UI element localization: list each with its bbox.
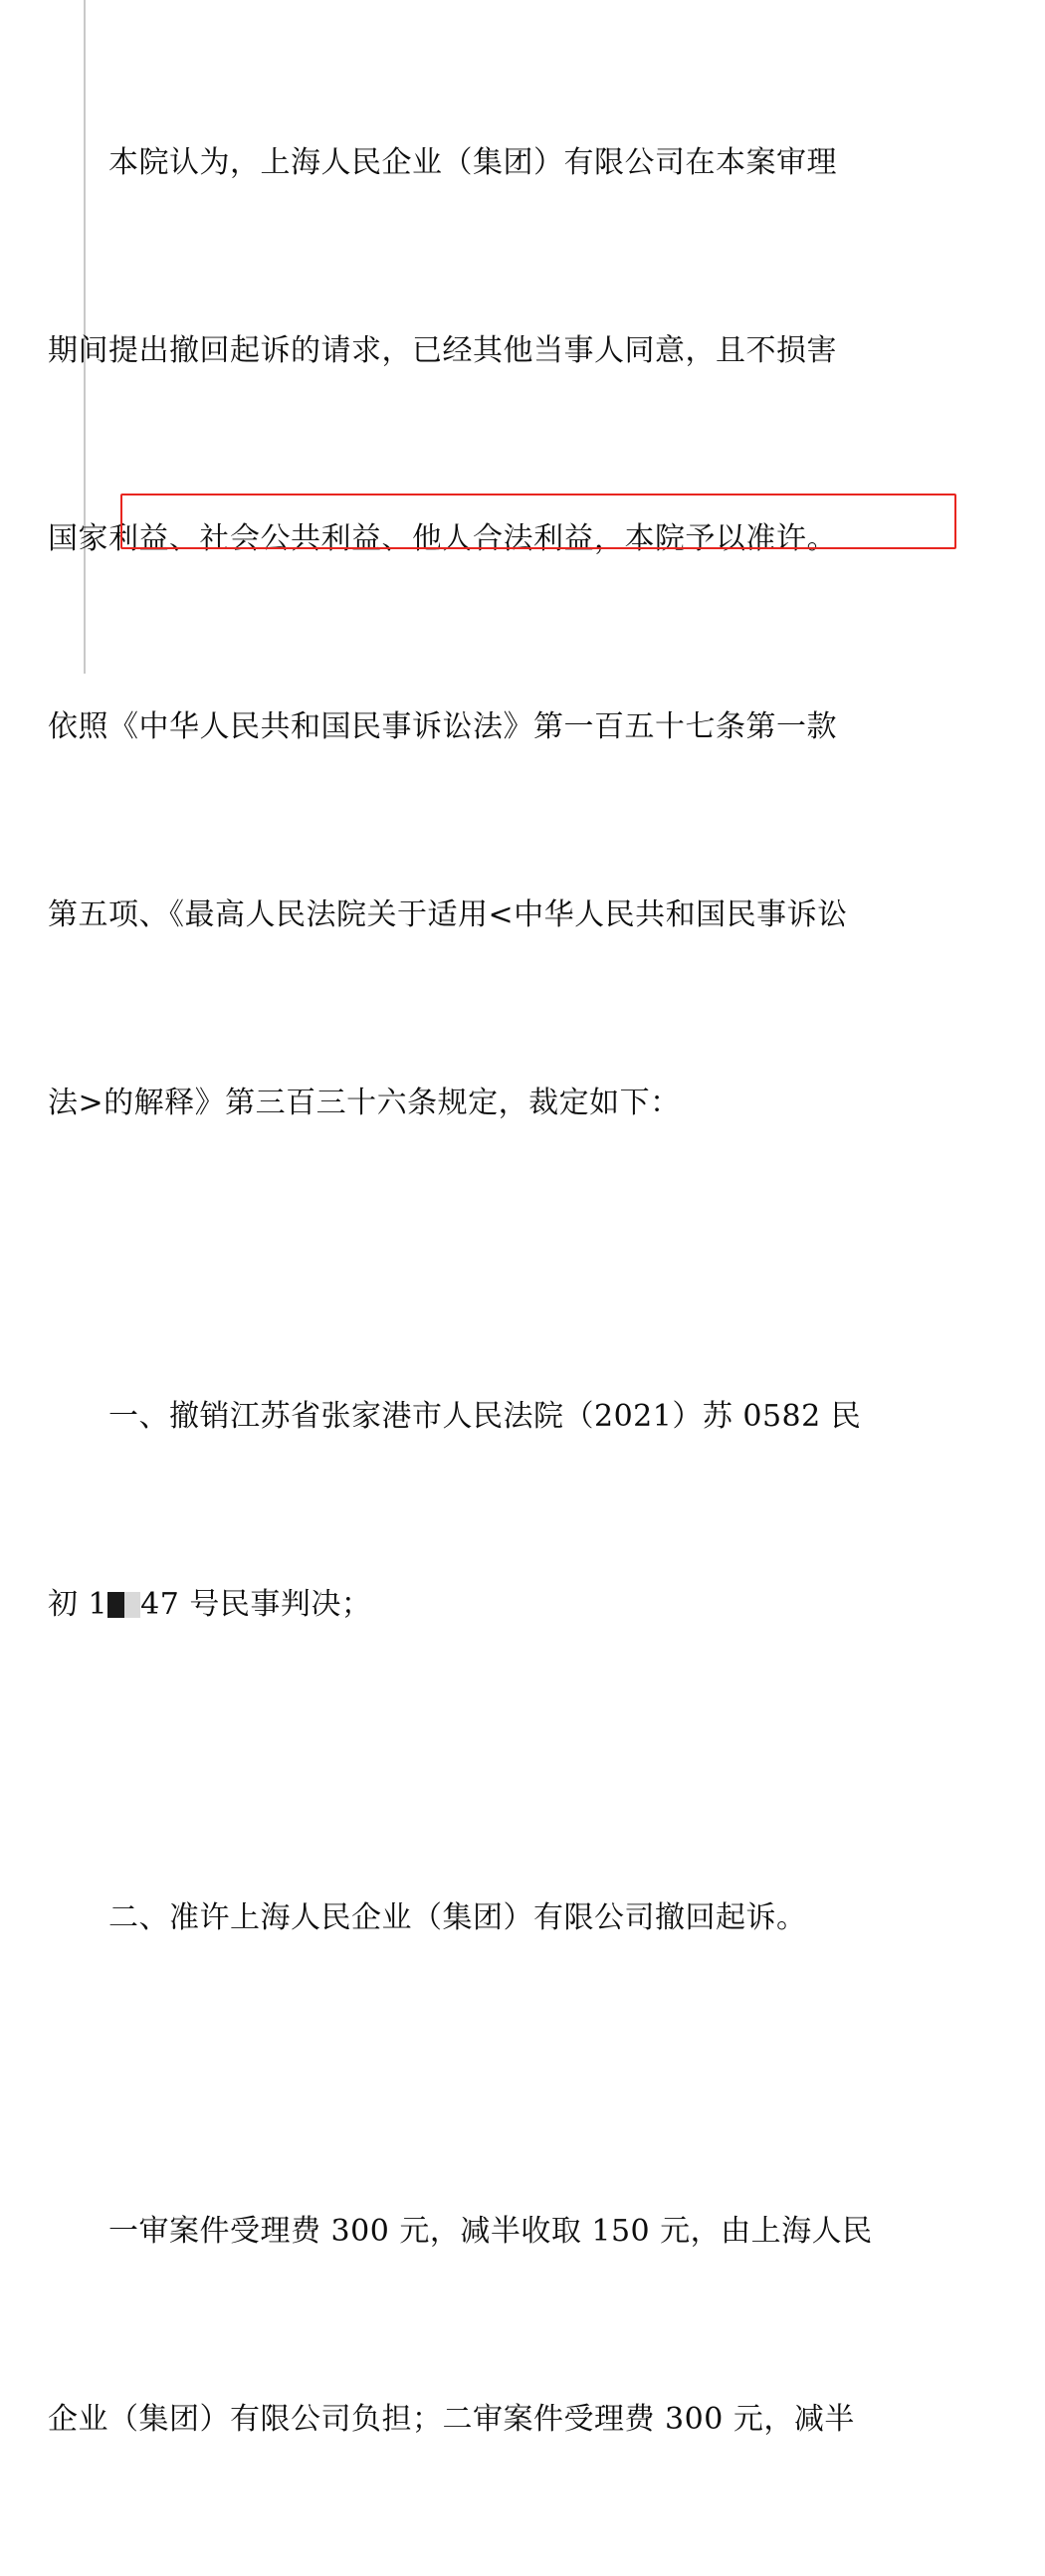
- text-line: 本院认为，上海人民企业（集团）有限公司在本案审理: [48, 145, 837, 180]
- paragraph-item-two-highlighted: [48, 1761, 1005, 2075]
- paragraph-fees: [48, 2075, 1005, 2576]
- text-line-with-redaction: [48, 1573, 1005, 1636]
- text-line: 二、准许上海人民企业（集团）有限公司撤回起诉。: [48, 1900, 807, 1935]
- text-line: 期间提出撤回起诉的请求，已经其他当事人同意，且不损害: [48, 333, 837, 368]
- text-line: 国家利益、社会公共利益、他人合法利益，本院予以准许。: [48, 521, 837, 556]
- case-number-prefix: 初 1: [48, 1587, 108, 1622]
- text-line: 企业（集团）有限公司负担；二审案件受理费 300 元，减半: [48, 2402, 855, 2437]
- text-line: 一、撤销江苏省张家港市人民法院（2021）苏 0582 民: [48, 1399, 862, 1434]
- paragraph-item-one: [48, 1260, 1005, 1761]
- text-line: 一审案件受理费 300 元，减半收取 150 元，由上海人民: [48, 2214, 873, 2249]
- document-body: [48, 6, 1005, 2576]
- text-line: 法>的解释》第三百三十六条规定，裁定如下：: [48, 1086, 681, 1120]
- redacted-digit-light-icon: [124, 1592, 140, 1618]
- text-line: 第五项、《最高人民法院关于适用<中华人民共和国民事诉讼: [48, 897, 848, 932]
- text-line: 依照《中华人民共和国民事诉讼法》第一百五十七条第一款: [48, 709, 837, 744]
- paragraph-reasoning: [48, 6, 1005, 1260]
- case-number-suffix: 47 号民事判决；: [140, 1587, 372, 1622]
- redacted-digit-dark-icon: [107, 1592, 124, 1618]
